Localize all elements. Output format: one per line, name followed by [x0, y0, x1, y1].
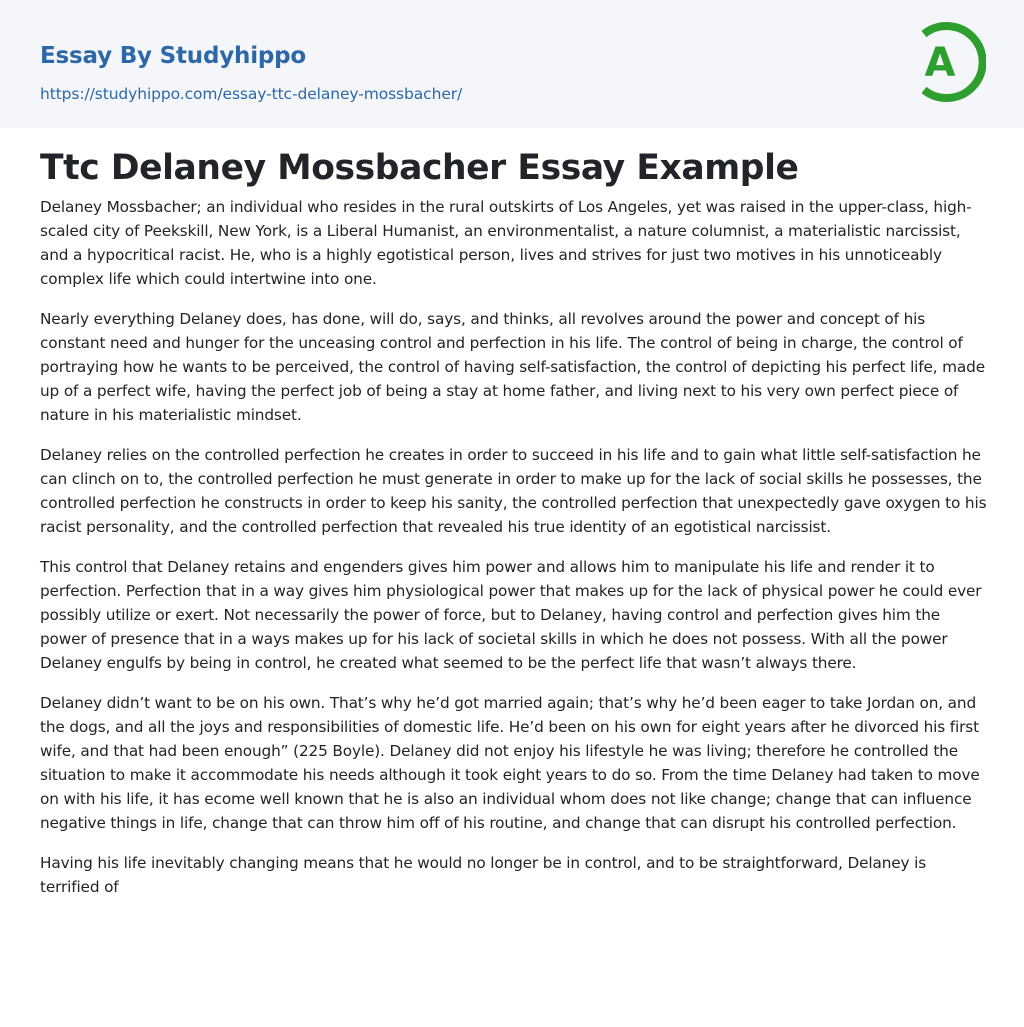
paragraph: Delaney relies on the controlled perfection he creates in order to succeed in his life and to gain what little self-satisfaction he can clinch on to, the controlled perfection he must generate in order to make up for the lack of social skills he possesses, the controlled perfection he constructs in order to keep his sanity, the controlled perfection that unexpectedly gave oxygen to his racist personality, and the controlled perfection that revealed his true identity of an egotistical narcissist. — [40, 446, 987, 536]
site-name: Essay By Studyhippo — [40, 43, 307, 69]
studyhippo-logo-icon[interactable] — [912, 20, 986, 104]
essay-url-link[interactable]: https://studyhippo.com/essay-ttc-delaney-mossbacher/ — [40, 85, 463, 103]
logo-letter: A — [924, 40, 956, 86]
paragraph: Having his life inevitably changing means that he would no longer be in control, and to be straightforward, Delaney is terrified of — [40, 854, 927, 896]
page-title: Ttc Delaney Mossbacher Essay Example — [40, 148, 799, 188]
site-header — [0, 0, 1024, 128]
article — [40, 146, 988, 915]
paragraph: This control that Delaney retains and engenders gives him power and allows him to manipulate his life and render it to perfection. Perfection that in a way gives him physiological power that makes up for the lack of physical power he could ever possibly utilize or exert. Not necessarily the power of force, but to Delaney, having control and perfection gives him the power of presence that in a ways makes up for his lack of societal skills in which he does not possess. With all the power Delaney engulfs by being in control, he created what seemed to be the perfect life that wasn’t always there. — [40, 558, 982, 672]
paragraph: Nearly everything Delaney does, has done, will do, says, and thinks, all revolves around the power and concept of his constant need and hunger for the unceasing control and perfection in his life. The control of being in charge, the control of portraying how he wants to be perceived, the control of having self-satisfaction, the control of depicting his perfect life, made up of a perfect wife, having the perfect job of being a stay at home father, and living next to his very own perfect piece of nature in his materialistic mindset. — [40, 310, 985, 424]
paragraph: Delaney didn’t want to be on his own. That’s why he’d got married again; that’s why he’d been eager to take Jordan on, and the dogs, and all the joys and responsibilities of domestic life. He’d been on his own for eight years after he divorced his first wife, and that had been enough” (225 Boyle). Delaney did not enjoy his lifestyle he was living; therefore he controlled the situation to make it accommodate his needs although it took eight years to do so. From the time Delaney had taken to move on with his life, it has ecome well known that he is also an individual whom does not like change; change that can influence negative things in life, change that can throw him off of his routine, and change that can disrupt his controlled perfection. — [40, 694, 980, 832]
article-body — [40, 195, 988, 899]
paragraph: Delaney Mossbacher; an individual who resides in the rural outskirts of Los Angeles, yet was raised in the upper-class, high-scaled city of Peekskill, New York, is a Liberal Humanist, an environmentalist, a nature columnist, a materialistic narcissist, and a hypocritical racist. He, who is a highly egotistical person, lives and strives for just two motives in his unnoticeably complex life which could intertwine into one. — [40, 198, 972, 288]
